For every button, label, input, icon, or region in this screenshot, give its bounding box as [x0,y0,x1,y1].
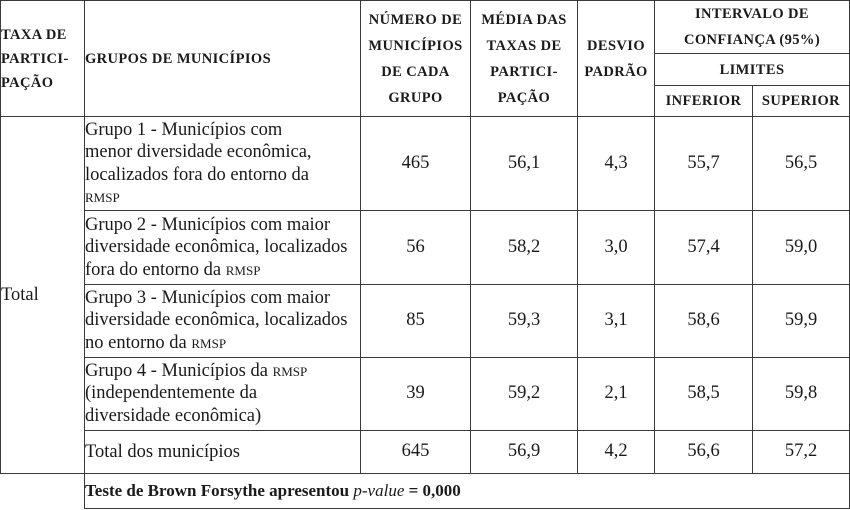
table-row [1,211,850,284]
footer-note: Teste de Brown Forsythe apresentou p-value = 0,000 [85,473,850,508]
header-intervalo: INTERVALO DE CONFIANÇA (95%) [655,1,850,54]
header-media: MÉDIA DAS TAXAS DE PARTICI- PAÇÃO [471,1,578,117]
table-row [1,357,850,430]
cell-superior: 57,2 [753,430,850,473]
cell-inferior: 58,5 [655,357,753,430]
cell-inferior: 57,4 [655,211,753,284]
cell-desvio: 4,2 [578,430,655,473]
cell-inferior: 58,6 [655,284,753,357]
table-row [1,117,850,211]
header-limites: LIMITES [655,54,850,86]
cell-n: 85 [361,284,471,357]
group-description: Total dos municípios [85,430,361,473]
footer-spacer [1,473,85,508]
cell-superior: 56,5 [753,117,850,211]
total-label: Total [1,117,85,474]
cell-media: 56,9 [471,430,578,473]
cell-inferior: 56,6 [655,430,753,473]
group-description: Grupo 3 - Municípios com maior diversidade econômica, localizados no entorno da rmsp [85,284,361,357]
table-row [1,430,850,473]
header-taxa: TAXA DE PARTICI- PAÇÃO [1,1,85,117]
cell-superior: 59,0 [753,211,850,284]
header-numero: NÚMERO DE MUNICÍPIOS DE CADA GRUPO [361,1,471,117]
cell-n: 56 [361,211,471,284]
cell-media: 59,2 [471,357,578,430]
cell-media: 59,3 [471,284,578,357]
header-inferior: INFERIOR [655,86,753,117]
cell-desvio: 4,3 [578,117,655,211]
cell-n: 39 [361,357,471,430]
cell-n: 645 [361,430,471,473]
group-description: Grupo 1 - Municípios com menor diversidade econômica, localizados fora do entorno da rmsp [85,117,361,211]
cell-superior: 59,9 [753,284,850,357]
cell-media: 56,1 [471,117,578,211]
group-description: Grupo 2 - Municípios com maior diversidade econômica, localizados fora do entorno da rmsp [85,211,361,284]
header-grupos: GRUPOS DE MUNICÍPIOS [85,1,361,117]
cell-n: 465 [361,117,471,211]
cell-desvio: 3,1 [578,284,655,357]
cell-desvio: 2,1 [578,357,655,430]
header-superior: SUPERIOR [753,86,850,117]
cell-superior: 59,8 [753,357,850,430]
cell-inferior: 55,7 [655,117,753,211]
cell-media: 58,2 [471,211,578,284]
table-row [1,284,850,357]
header-desvio: DESVIO PADRÃO [578,1,655,117]
cell-desvio: 3,0 [578,211,655,284]
group-description: Grupo 4 - Municípios da rmsp (independentemente da diversidade econômica) [85,357,361,430]
